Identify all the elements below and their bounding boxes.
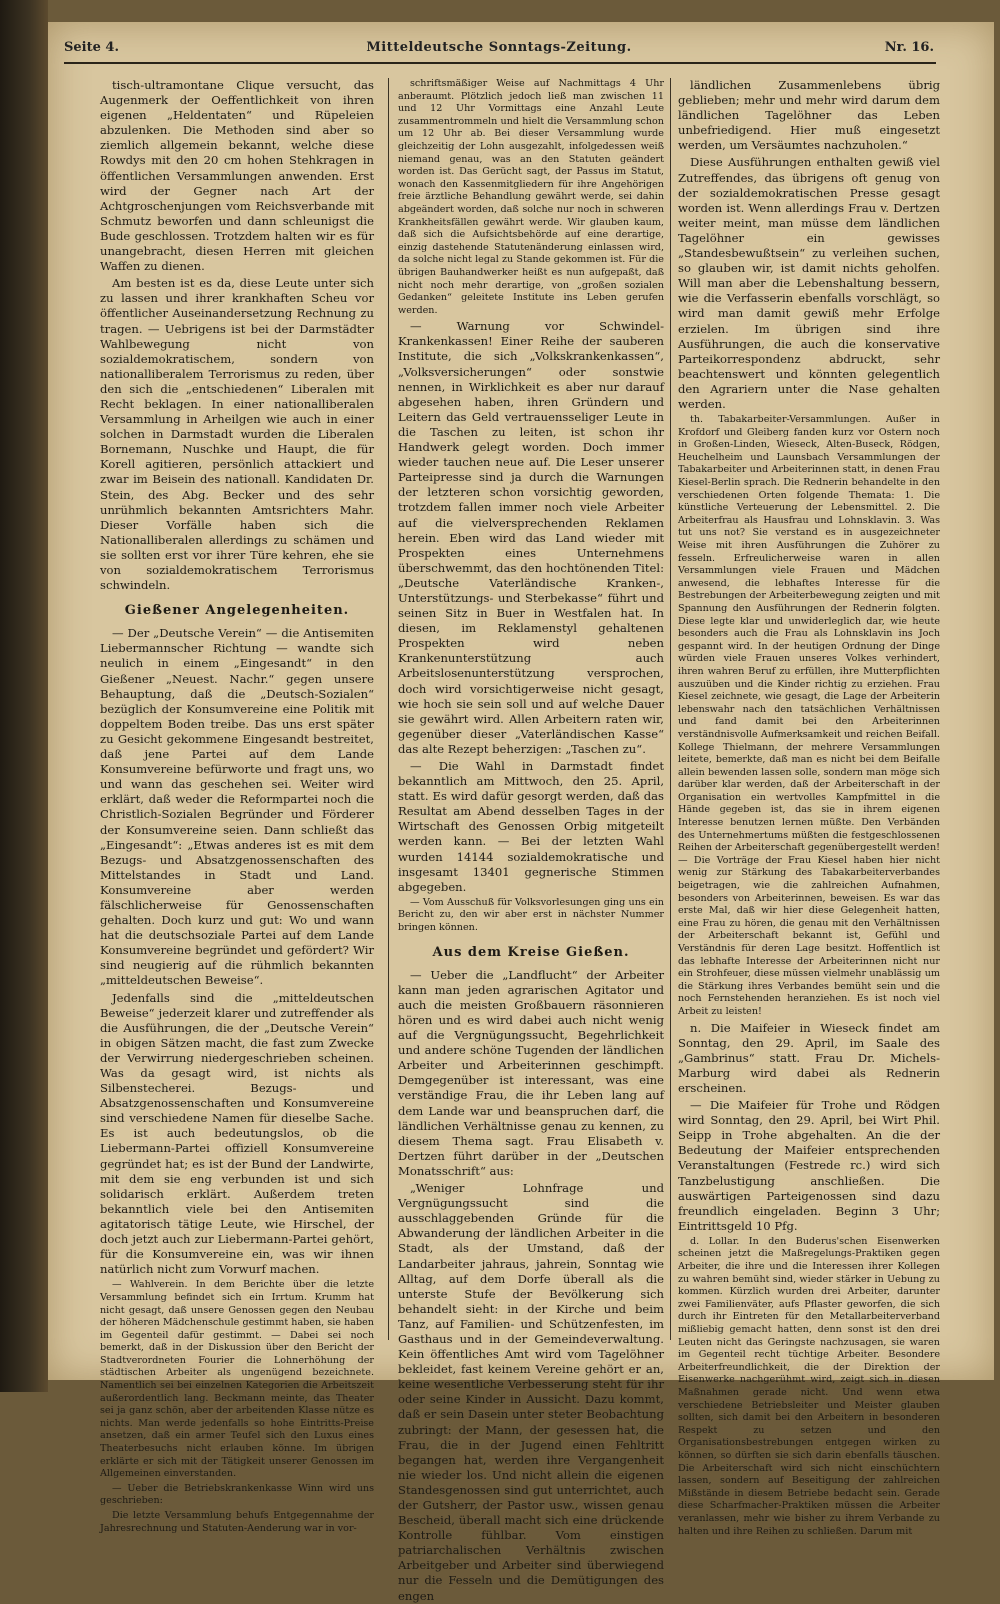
article-paragraph: — Warnung vor Schwindel-Krankenkassen! Einer Reihe der sauberen Institute, die sich „Volkskrankenkassen“, „Volksversicherungen“ oder sonstwie nennen, in Wirklichkeit es aber nur darauf abgesehen haben, ihren Gründern und Leitern das Geld vertrauensseliger Leute in die Taschen zu leiten, ist schon ihr Handwerk gelegt worden. Doch immer wieder tauchen neue auf. Die Leser unserer Parteipresse sind ja durch die Warnungen der letzteren schon vorsichtig geworden, trotzdem fallen immer noch viele Arbeiter auf die vielversprechenden Reklamen herein. Eben wird das Land wieder mit Prospekten eines Unternehmens überschwemmt, das den hochtönenden Titel: „Deutsche Vaterländische Kranken-, Unterstützungs- und Sterbekasse“ führt und seinen Sitz in Buer in Westfalen hat. In diesen, im Reklamenstyl gehaltenen Prospekten wird neben Krankenunterstützung auch Arbeitslosenunterstützung versprochen, doch wird vorsichtigerweise nicht gesagt, wie hoch sie sein soll und auf welche Dauer sie gewährt wird. Allen Arbeitern raten wir, gegenüber dieser „Vaterländischen Kasse“ das alte Rezept beherzigen: „Taschen zu“. [398,319,664,756]
column-2 [398,78,664,1603]
page-header [64,36,934,58]
article-paragraph: Am besten ist es da, diese Leute unter sich zu lassen und ihrer krankhaften Scheu vor öffentlicher Auseinandersetzung Rechnung zu tragen. — Uebrigens ist bei der Darmstädter Wahlbewegung nicht von sozialdemokratischem, sondern von nationalliberalem Terrorismus zu reden, über den sich die „entschiedenen“ Liberalen mit Recht beklagen. In einer nationalliberalen Versammlung in Arheilgen wie auch in einer solchen in Darmstadt wurden die Liberalen Bornemann, Nuschke und Haupt, die für Korell agitieren, persönlich attackiert und zwar im Beisein des nationall. Kandidaten Dr. Stein, des Abg. Becker und des sehr unrühmlich bekannten Amtsrichters Mahr. Dieser Vorfälle haben sich die Nationalliberalen allerdings zu schämen und sie sollten erst vor ihrer Türe kehren, ehe sie von sozialdemokratischem Terrorismus schwindeln. [100,276,374,593]
column-divider [670,78,671,1340]
article-paragraph: Jedenfalls sind die „mitteldeutschen Beweise“ jederzeit klarer und zutreffender als die Ausführungen, die der „Deutsche Verein“ in obigen Sätzen macht, die fast zum Zwecke der Verwirrung niedergeschrieben scheinen. Was da gesagt wird, ist nichts als Silbenstecherei. Bezugs- und Absatzgenossenschaften und Konsumvereine sind verschiedene Namen für dieselbe Sache. Es ist auch bedeutungslos, ob die Liebermann-Partei offiziell Konsumvereine gegründet hat; es ist der Bund der Landwirte, mit dem sie eng verbunden ist und sich solidarisch erklärt. Außerdem treten bekanntlich viele bei den Antisemiten agitatorisch tätige Leute, wie Hirschel, der doch jetzt auch zur Liebermann-Partei gehört, für die Konsumvereine ein, was wir ihnen natürlich nicht zum Vorwurf machen. [100,990,374,1277]
column-divider [388,78,389,1340]
page-number: Seite 4. [64,40,119,55]
article-paragraph: — Der „Deutsche Verein“ — die Antisemiten Liebermannscher Richtung — wandte sich neulich in einem „Eingesandt“ in den Gießener „Neuest. Nachr.“ gegen unsere Behauptung, daß die „Deutsch-Sozialen“ bezüglich der Konsumvereine eine Politik mit doppeltem Boden treibe. Das uns erst später zu Gesicht gekommene Eingesandt bestreitet, daß jene Partei auf dem Lande Konsumvereine befürworte und fragt uns, wo und wann das geschehen sei. Weiter wird erklärt, daß weder die Reformpartei noch die Christlich-Sozialen Begründer und Förderer der Konsumvereine seien. Dann schließt das „Eingesandt“: „Etwas anderes ist es mit dem Bezugs- und Absatzgenossenschaften des Mittelstandes in Stadt und Land. Konsumvereine aber werden fälschlicherweise für Genossenschaften gehalten. Doch kurz und gut: Wo und wann hat die deutschsoziale Partei auf dem Lande Konsumvereine begründet und gefördert? Wir sind neugierig auf die rühmlich bekannten „mitteldeutschen Beweise“. [100,626,374,988]
article-paragraph: tisch-ultramontane Clique versucht, das Augenmerk der Oeffentlichkeit von ihren eigenen „Heldentaten“ und Rüpeleien abzulenken. Die Methoden sind aber so ziemlich allgemein bekannt, welche diese Rowdys mit den 20 cm hohen Stehkragen in öffentlichen Versammlungen anwenden. Erst wird der Gegner nach Art der Achtgroschenjungen vom Reichsverbande mit Schmutz beworfen und dann schleunigst die Bude geschlossen. Trotzdem halten wir es für unangebracht, diesen Herren mit gleichen Waffen zu dienen. [100,78,374,274]
book-spine [0,0,48,1392]
article-paragraph: Diese Ausführungen enthalten gewiß viel Zutreffendes, das übrigens oft genug von der sozialdemokratischen Presse gesagt worden ist. Wenn allerdings Frau v. Dertzen weiter meint, man müsse dem ländlichen Tagelöhner ein gewisses „Standesbewußtsein“ zu verleihen suchen, so glauben wir, ist damit nichts geholfen. Will man aber die Lebenshaltung bessern, wie die Verfasserin ebenfalls vorschlägt, so wird man damit gewiß mehr Erfolge erzielen. Im übrigen sind ihre Ausführungen, die auch die konservative Parteikorrespondenz abdruckt, sehr beachtenswert und könnten gelegentlich den Agrariern unter die Nase gehalten werden. [678,155,940,411]
header-rule [64,62,936,64]
article-paragraph: — Vom Ausschuß für Volksvorlesungen ging uns ein Bericht zu, den wir aber erst in nächster Nummer bringen können. [398,896,664,934]
article-paragraph: ländlichen Zusammenlebens übrig geblieben; mehr und mehr wird darum dem ländlichen Tagelöhner das Leben unbefriedigend. Hier muß eingesetzt werden, um Versäumtes nachzuholen.“ [678,78,940,153]
article-paragraph: — Die Maifeier für Trohe und Rödgen wird Sonntag, den 29. April, bei Wirt Phil. Seipp in Trohe abgehalten. An die der Bedeutung der Maifeier entsprechenden Veranstaltungen (Festrede rc.) wird sich Tanzbelustigung anschließen. Die auswärtigen Parteigenossen sind dazu freundlich eingeladen. Beginn 3 Uhr; Eintrittsgeld 10 Pfg. [678,1098,940,1233]
column-3 [678,78,940,1537]
section-heading: Gießener Angelegenheiten. [124,603,350,619]
article-paragraph: n. Die Maifeier in Wieseck findet am Sonntag, den 29. April, im Saale des „Gambrinus“ statt. Frau Dr. Michels-Marburg wird dabei als Rednerin erscheinen. [678,1020,940,1095]
article-paragraph: — Ueber die Betriebskrankenkasse Winn wird uns geschrieben: [100,1482,374,1507]
section-heading: Aus dem Kreise Gießen. [432,944,630,960]
issue-number: Nr. 16. [884,40,934,55]
article-paragraph: schriftsmäßiger Weise auf Nachmittags 4 Uhr anberaumt. Plötzlich jedoch ließ man zwischen 11 und 12 Uhr Vormittags eine Anzahl Leute zusammentrommeln und hielt die Versammlung schon um 12 Uhr ab. Bei dieser Versammlung wurde gleichzeitig der Lohn ausgezahlt, infolgedessen weiß niemand genau, was an den Statuten geändert worden ist. Das Gerücht sagt, der Passus im Statut, wonach den Kassenmitgliedern für ihre Angehörigen freie ärztliche Behandlung gewährt werde, sei dahin abgeändert worden, daß solche nur noch in schweren Krankheitsfällen gewährt werde. Wir glauben kaum, daß sich die Aufsichtsbehörde auf eine derartige, einzig dastehende Statutenänderung einlassen wird, da solche nicht legal zu Stande gekommen ist. Für die übrigen Bauhandwerker heißt es nun aufgepaßt, daß nicht noch mehr derartige, von „großen sozialen Gedanken“ geleitete Institute ins Leben gerufen werden. [398,78,664,316]
article-paragraph: d. Lollar. In den Buderus'schen Eisenwerken scheinen jetzt die Maßregelungs-Praktiken gegen Arbeiter, die ihre und die Interessen ihrer Kollegen zu wahren bemüht sind, wieder stärker in Uebung zu kommen. Kürzlich wurden drei Arbeiter, darunter zwei Familienväter, aufs Pflaster geworfen, die sich durch ihr Eintreten für den Metallarbeiterverband mißliebig gemacht hatten, denn sonst ist den drei Leuten nicht das Geringste nachzusagen, sie waren im Gegenteil recht tüchtige Arbeiter. Besondere Arbeiterfreundlichkeit, die der Direktion der Eisenwerke nachgerühmt wird, zeigt sich in diesen Maßnahmen gerade nicht. Und wenn etwa verschiedene Betriebsleiter und Meister glauben sollten, sich damit bei den Arbeitern in besonderen Respekt zu setzen und den Organisationsbestrebungen entgegen wirken zu können, so dürften sie sich darin ebenfalls täuschen. Die Arbeiterschaft wird sich nicht einschüchtern lassen, sondern auf Beseitigung der zahlreichen Mißstände in diesem Betriebe bedacht sein. Gerade diese Scharfmacher-Praktiken müssen die Arbeiter veranlassen, mehr wie bisher zu ihrem Verbande zu halten und ihre Reihen zu schließen. Darum mit [678,1235,940,1537]
article-paragraph: Die letzte Versammlung behufs Entgegennahme der Jahresrechnung und Statuten-Aenderung war in vor- [100,1510,374,1534]
newspaper-title: Mitteldeutsche Sonntags-Zeitung. [366,40,632,55]
column-1 [100,78,374,1534]
article-paragraph: — Wahlverein. In dem Berichte über die letzte Versammlung befindet sich ein Irrtum. Krumm hat nicht gesagt, daß unsere Genossen gegen den Neubau der höheren Mädchenschule gestimmt haben, sie haben im Gegenteil dafür gestimmt. — Dabei sei noch bemerkt, daß in der Diskussion über den Bericht der Stadtverordneten Fourier die Lohnerhöhung der städtischen Arbeiter als ungenügend bezeichnete. Namentlich sei bei einzelnen Kategorien die Arbeitszeit außerordentlich lang. Beckmann meinte, das Theater sei ja ganz schön, aber der arbeitenden Klasse nütze es nichts. Man werde jedenfalls so hohe Eintritts-Preise ansetzen, daß ein armer Teufel sich den Luxus eines Theaterbesuchs nicht erlauben könne. Im übrigen erklärte er sich mit der Tätigkeit unserer Genossen im Allgemeinen einverstanden. [100,1279,374,1480]
article-paragraph: — Ueber die „Landflucht“ der Arbeiter kann man jeden agrarischen Agitator und auch die meisten Großbauern räsonnieren hören und es wird dabei auch nicht wenig auf die Vergnügungssucht, Begehrlichkeit und andere schöne Tugenden der ländlichen Arbeiter und Arbeiterinnen geschimpft. Demgegenüber ist interessant, was eine verständige Frau, die ihr Leben lang auf dem Lande war und beanspruchen darf, die ländlichen Verhältnisse genau zu kennen, zu diesem Thema sagt. Frau Elisabeth v. Dertzen führt darüber in der „Deutschen Monatsschrift“ aus: [398,967,664,1178]
article-paragraph: — Die Wahl in Darmstadt findet bekanntlich am Mittwoch, den 25. April, statt. Es wird dafür gesorgt werden, daß das Resultat am Abend desselben Tages in der Wirtschaft des Genossen Orbig mitgeteilt werden kann. — Bei der letzten Wahl wurden 14144 sozialdemokratische und insgesamt 13401 gegnerische Stimmen abgegeben. [398,759,664,894]
article-paragraph: „Weniger Lohnfrage und Vergnügungssucht sind die ausschlaggebenden Gründe für die Abwanderung der ländlichen Arbeiter in die Stadt, als der Umstand, daß der Landarbeiter jahraus, jahrein, Sonntag wie Alltag, auf dem Dorfe überall als die unterste Stufe der Bevölkerung sich behandelt sieht: in der Kirche und beim Tanz, auf Familien- und Schützenfesten, im Gasthaus und in der Gemeindeverwaltung. Kein öffentliches Amt wird vom Tagelöhner bekleidet, fast keinem Vereine gehört er an, keine wesentliche Verbesserung steht für ihr oder seine Kinder in Aussicht. Dazu kommt, daß er sein Dasein unter steter Beobachtung zubringt: der Mann, der gesessen hat, die Frau, die in der Jugend einen Fehltritt begangen hat, werden ihre Vergangenheit nie wieder los. Und nicht allein die eigenen Standesgenossen sind gut unterrichtet, auch der Gutsherr, der Pastor usw., wissen genau Bescheid, überall macht sich eine drückende Kontrolle fühlbar. Vom einstigen patriarchalischen Verhältnis zwischen Arbeitgeber und Arbeiter sind überwiegend nur die Fesseln und die Demütigungen des engen [398,1181,664,1603]
article-paragraph: th. Tabakarbeiter-Versammlungen. Außer in Krofdorf und Gleiberg fanden kurz vor Ostern noch in Großen-Linden, Wieseck, Alten-Buseck, Rödgen, Heuchelheim und Launsbach Versammlungen der Tabakarbeiter und Arbeiterinnen statt, in denen Frau Kiesel-Berlin sprach. Die Rednerin behandelte in den verschiedenen Orten folgende Themata: 1. Die künstliche Verteuerung der Lebensmittel. 2. Die Arbeiterfrau als Hausfrau und Lohnsklavin. 3. Was tut uns not? Sie verstand es in ausgezeichneter Weise mit ihren Ausführungen die Zuhörer zu fesseln. Erfreulicherweise waren in allen Versammlungen viele Frauen und Mädchen anwesend, die lebhaftes Interesse für die Bestrebungen der Arbeiterbewegung zeigten und mit Spannung den Ausführungen der Rednerin folgten. Diese legte klar und unwiderleglich dar, wie heute besonders auch die Frau als Lohnsklavin ins Joch gespannt wird. In der heutigen Ordnung der Dinge würden viele Frauen unseres Volkes verhindert, ihren wahren Beruf zu erfüllen, ihre Mutterpflichten auszuüben und die Kinder richtig zu erziehen. Frau Kiesel zeichnete, wie gesagt, die Lage der Arbeiterin lebenswahr nach den tatsächlichen Verhältnissen und fand damit bei den Arbeiterinnen verständnisvolle Aufmerksamkeit und reichen Beifall. Kollege Thielmann, der mehrere Versammlungen leitete, bemerkte, daß man es nicht bei dem Beifalle allein bewenden lassen solle, sondern man möge sich darüber klar werden, daß der Arbeiterschaft in der Organisation ein wertvolles Kampfmittel in die Hände gegeben ist, das sie in ihrem eigenen Interesse benutzen lernen müßte. Den Verbänden des Unternehmertums müßten die festgeschlossenen Reihen der Arbeiterschaft gegenübergestellt werden! — Die Vorträge der Frau Kiesel haben hier nicht wenig zur Stärkung des Tabakarbeiterverbandes beigetragen, wie die zahlreichen Aufnahmen, besonders von Arbeiterinnen, beweisen. Es war das erste Mal, daß wir hier diese Gelegenheit hatten, eine Frau zu hören, die genau mit den Verhältnissen der Arbeiterschaft bekannt ist, Gefühl und Verständnis für deren Lage besitzt. Hoffentlich ist das lebhafte Interesse der Arbeiterinnen nicht nur ein Strohfeuer, diese müssen vielmehr unablässig um die Stärkung ihres Verbandes bemüht sein und die noch Fernstehenden heranziehen. Es ist noch viel Arbeit zu leisten! [678,414,940,1017]
